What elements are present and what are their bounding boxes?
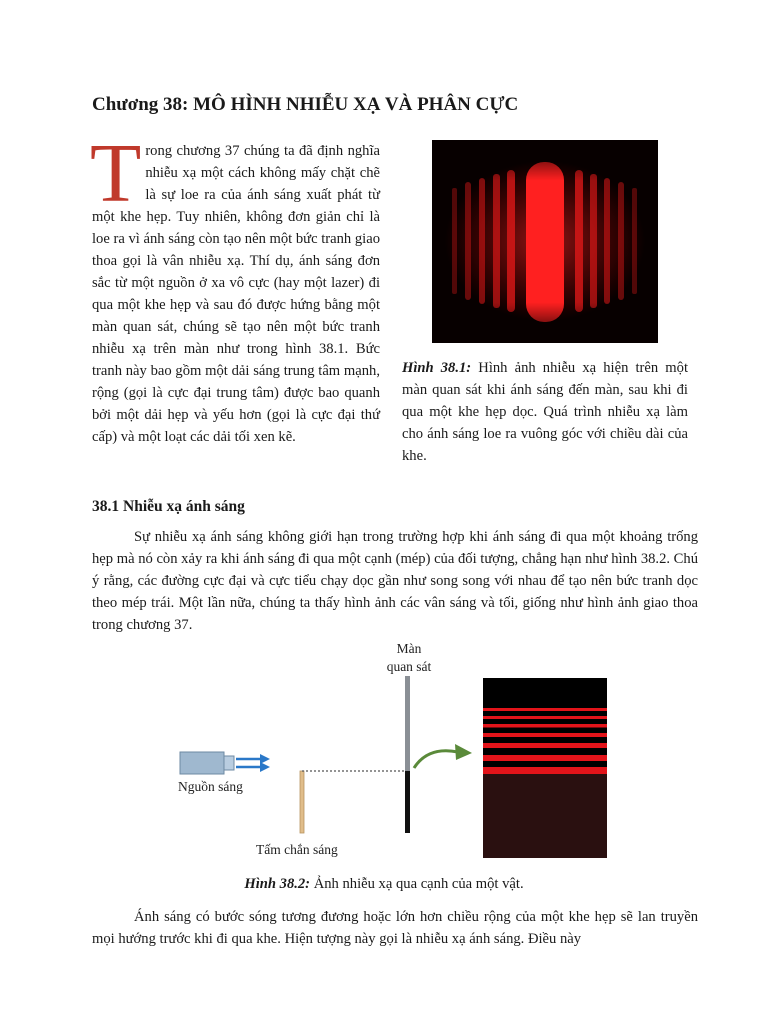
- figure-2-caption-text: Ảnh nhiễu xạ qua cạnh của một vật.: [310, 876, 524, 892]
- fringe: [452, 188, 457, 294]
- fringe: [618, 182, 624, 300]
- screen-label-2: quan sát: [386, 659, 432, 674]
- light-source: [180, 752, 224, 774]
- screen-label-1: Màn: [396, 641, 422, 656]
- screen-lower: [405, 771, 410, 833]
- fringe: [604, 178, 610, 304]
- figure-1-diffraction-image: [432, 140, 658, 343]
- section-paragraph-2: Ánh sáng có bước sóng tương đương hoặc lớn hơn chiều rộng của một khe hẹp sẽ lan truyền mọi hướng trước khi đi qua khe. Hiện tượng này gọi là nhiễu xạ ánh sáng. Điều này: [92, 909, 698, 947]
- fringe: [465, 182, 471, 300]
- pattern-fringe: [483, 716, 607, 719]
- section-heading: 38.1 Nhiễu xạ ánh sáng: [92, 498, 245, 515]
- fringe: [507, 170, 515, 312]
- pattern-fringe: [483, 755, 607, 761]
- screen-upper: [405, 676, 410, 771]
- pattern-fringe: [483, 724, 607, 728]
- curved-arrow-head: [455, 744, 472, 760]
- pattern-fringe: [483, 708, 607, 711]
- light-source-nozzle: [224, 756, 234, 770]
- fringe: [575, 170, 583, 312]
- pattern-shadow: [483, 774, 607, 858]
- pattern-fringe: [483, 743, 607, 748]
- drop-cap: T: [90, 127, 142, 220]
- fringe: [479, 178, 485, 304]
- pattern-fringe: [483, 767, 607, 774]
- intro-text: rong chương 37 chúng ta đã định nghĩa nhiễu xạ một cách không mấy chặt chẽ là sự loe ra của ánh sáng xuất phát từ một khe hẹp. Tuy nhiên, không đơn giản chỉ là loe ra vì ánh sáng còn tạo nên một bức tranh giao thoa gọi là vân nhiễu xạ. Thí dụ, ánh sáng đơn sắc từ một nguồn ở xa vô cực (hay một lazer) đi qua một khe hẹp và sau đó được hứng bằng một màn quan sát, chúng sẽ tạo nên một bức tranh nhiễu xạ trên màn như trong hình 38.1. Bức tranh này bao gồm một dải sáng trung tâm mạnh, rộng (gọi là cực đại trung tâm) được bao quanh bởi một dải hẹp và yếu hơn (gọi là cực đại thứ cấp) và một loạt các dải tối xen kẽ.: [92, 143, 380, 445]
- edge-diffraction-diagram: [176, 640, 612, 860]
- fringe-center: [526, 162, 564, 322]
- section-paragraph-1: Sự nhiễu xạ ánh sáng không giới hạn trong trường hợp khi ánh sáng đi qua một khoảng trống hẹp mà nó còn xảy ra khi ánh sáng đi qua một cạnh (mép) của đối tượng, chẳng hạn như hình 38.2. Chú ý rằng, các đường cực đại và cực tiểu chạy dọc gần như song song với nhau để tạo nên bức tranh dọc theo mép trái. Một lần nữa, chúng ta thấy hình ảnh các vân sáng và tối, giống như hình ảnh giao thoa trong chương 37.: [92, 529, 698, 633]
- figure-2-label: Hình 38.2:: [244, 876, 311, 892]
- curved-arrow: [414, 751, 458, 768]
- fringe: [632, 188, 637, 294]
- barrier: [300, 771, 304, 833]
- light-ray-arrowhead: [260, 762, 270, 772]
- figure-2-edge-diffraction: [176, 640, 612, 860]
- figure-1-caption: [402, 357, 688, 467]
- figure-1-caption-text: Hình ảnh nhiễu xạ hiện trên một màn quan sát khi ánh sáng đến màn, sau khi đi qua một khe hẹp dọc. Quá trình nhiễu xạ làm cho ánh sáng loe ra vuông góc với chiều dài của khe.: [402, 360, 689, 464]
- figure-2-caption: [0, 876, 768, 893]
- single-slit-pattern: [432, 140, 658, 343]
- figure-1-label: Hình 38.1:: [402, 360, 472, 376]
- page-title: Chương 38: MÔ HÌNH NHIỄU XẠ VÀ PHÂN CỰC: [92, 94, 519, 115]
- barrier-label: Tấm chắn sáng: [256, 842, 338, 857]
- fringe: [590, 174, 597, 308]
- intro-paragraph: [90, 127, 380, 448]
- source-label: Nguồn sáng: [178, 779, 243, 794]
- light-ray-arrowhead: [260, 754, 270, 764]
- fringe: [493, 174, 500, 308]
- pattern-fringe: [483, 733, 607, 737]
